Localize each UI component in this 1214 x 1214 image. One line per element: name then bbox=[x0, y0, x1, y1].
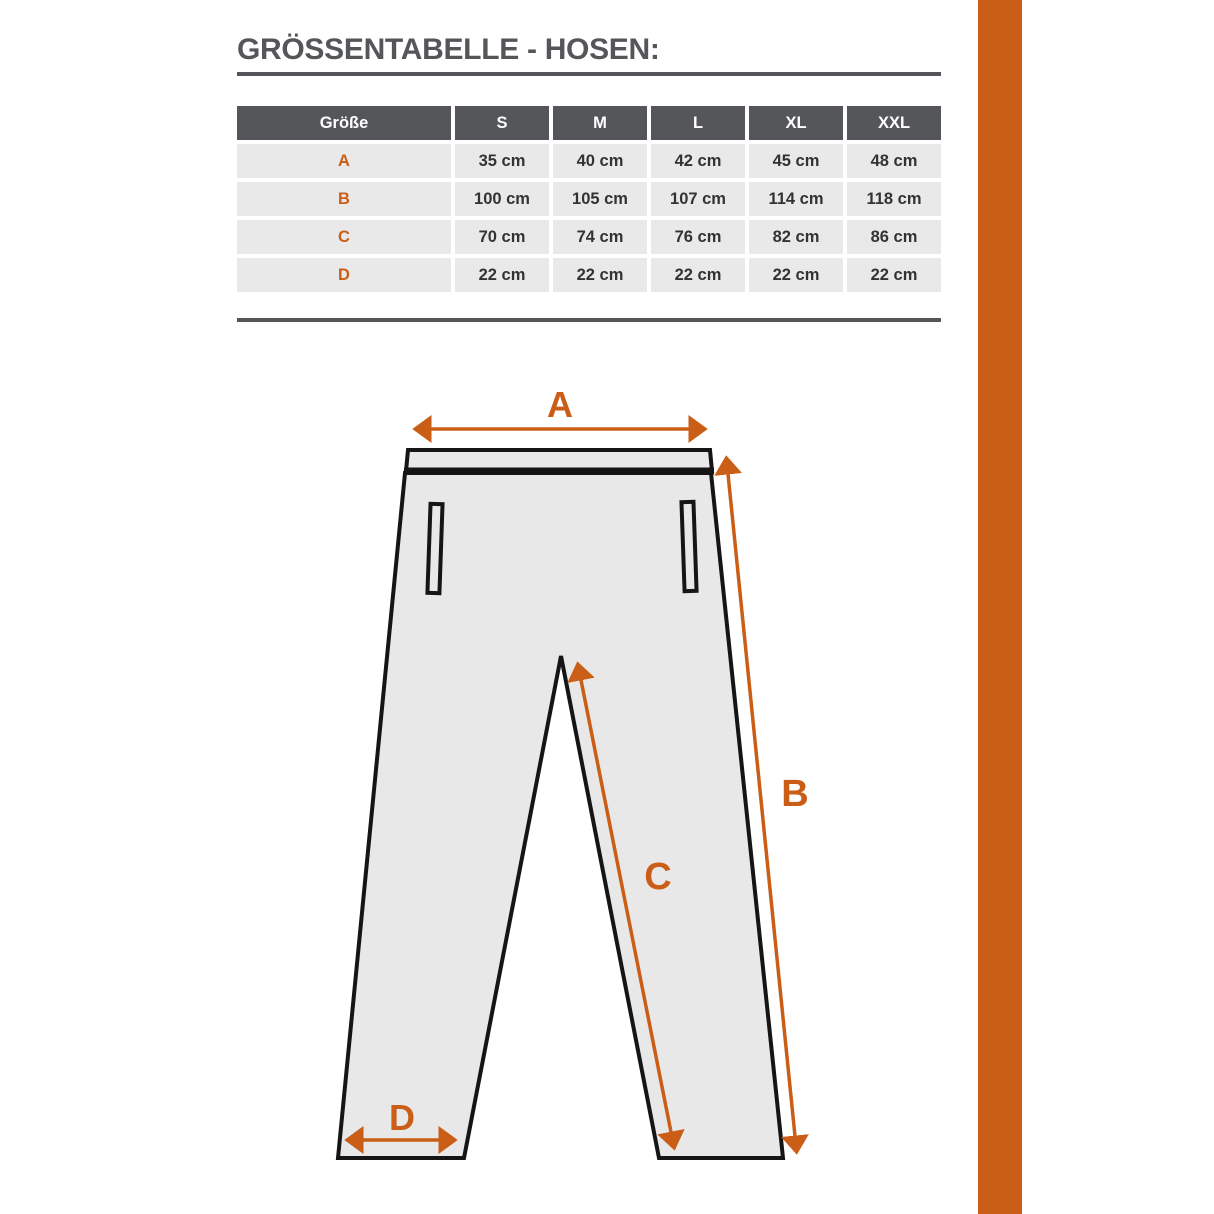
table-header-s: S bbox=[455, 106, 549, 140]
page-title: GRÖSSENTABELLE - HOSEN: bbox=[237, 33, 660, 66]
table-cell-d-m: 22 cm bbox=[553, 258, 647, 292]
brand-stripe bbox=[978, 0, 1022, 1214]
table-cell-d-xl: 22 cm bbox=[749, 258, 843, 292]
measure-label-d: D bbox=[389, 1097, 415, 1138]
table-cell-b-xl: 114 cm bbox=[749, 182, 843, 216]
right-pocket bbox=[681, 502, 696, 591]
size-table bbox=[237, 106, 941, 292]
table-cell-d-l: 22 cm bbox=[651, 258, 745, 292]
title-underline bbox=[237, 72, 941, 76]
table-cell-a-xxl: 48 cm bbox=[847, 144, 941, 178]
measure-label-c: C bbox=[644, 856, 672, 898]
table-cell-b-xxl: 118 cm bbox=[847, 182, 941, 216]
table-cell-c-m: 74 cm bbox=[553, 220, 647, 254]
table-header-xxl: XXL bbox=[847, 106, 941, 140]
table-header-l: L bbox=[651, 106, 745, 140]
pants-outline bbox=[338, 450, 783, 1158]
table-cell-c-s: 70 cm bbox=[455, 220, 549, 254]
table-cell-d-s: 22 cm bbox=[455, 258, 549, 292]
table-cell-a-xl: 45 cm bbox=[749, 144, 843, 178]
table-header-m: M bbox=[553, 106, 647, 140]
pants-measurement-diagram bbox=[300, 388, 850, 1178]
table-cell-a-s: 35 cm bbox=[455, 144, 549, 178]
table-cell-c-xxl: 86 cm bbox=[847, 220, 941, 254]
table-cell-b-l: 107 cm bbox=[651, 182, 745, 216]
table-cell-b-m: 105 cm bbox=[553, 182, 647, 216]
table-header-size: Größe bbox=[237, 106, 451, 140]
measure-label-a: A bbox=[547, 388, 573, 425]
table-cell-d-xxl: 22 cm bbox=[847, 258, 941, 292]
table-cell-a-l: 42 cm bbox=[651, 144, 745, 178]
measure-label-b: B bbox=[781, 773, 809, 815]
row-label-b: B bbox=[237, 182, 451, 216]
table-bottom-rule bbox=[237, 318, 941, 322]
table-cell-c-xl: 82 cm bbox=[749, 220, 843, 254]
left-pocket bbox=[427, 504, 442, 593]
row-label-d: D bbox=[237, 258, 451, 292]
table-header-xl: XL bbox=[749, 106, 843, 140]
pants-body bbox=[338, 473, 783, 1158]
table-cell-a-m: 40 cm bbox=[553, 144, 647, 178]
table-cell-b-s: 100 cm bbox=[455, 182, 549, 216]
table-cell-c-l: 76 cm bbox=[651, 220, 745, 254]
row-label-c: C bbox=[237, 220, 451, 254]
row-label-a: A bbox=[237, 144, 451, 178]
